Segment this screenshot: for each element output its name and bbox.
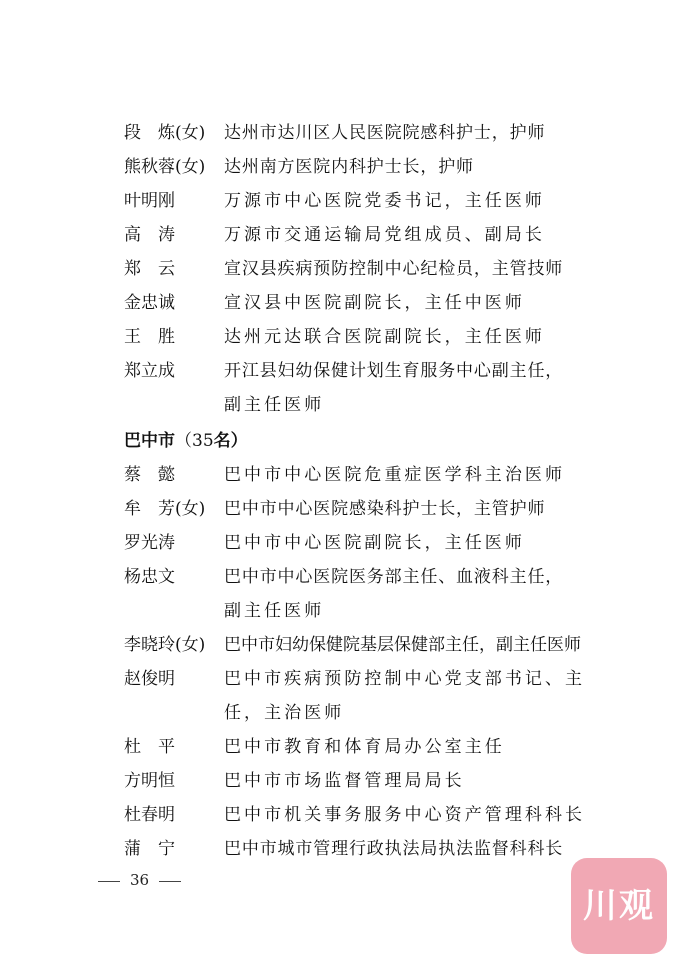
person-position: 巴中市市场监督管理局局长	[224, 771, 465, 791]
entry-row	[0, 116, 677, 150]
entry-row	[0, 252, 677, 286]
person-name: 罗光涛	[124, 533, 175, 553]
person-position: 达州市达川区人民医院院感科护士，护师	[224, 123, 546, 143]
person-position: 巴中市中心医院副院长，主任医师	[224, 533, 525, 553]
person-position-continued: 副主任医师	[224, 395, 325, 415]
entry-row	[0, 628, 677, 662]
person-name: 叶明刚	[124, 191, 175, 211]
person-name: 郑 云	[124, 259, 175, 279]
person-name: 郑立成	[124, 361, 175, 381]
person-name: 高 涛	[124, 225, 175, 245]
person-name: 熊秋蓉(女)	[124, 157, 206, 177]
person-position: 达州元达联合医院副院长，主任医师	[224, 327, 545, 347]
entry-row	[0, 526, 677, 560]
person-position: 达州南方医院内科护士长，护师	[224, 157, 474, 177]
person-name: 李晓玲(女)	[124, 635, 206, 655]
entry-row	[0, 286, 677, 320]
person-position: 巴中市城市管理行政执法局执法监督科科长	[224, 839, 564, 859]
person-name: 杜 平	[124, 737, 175, 757]
footer-dash-left	[98, 881, 120, 882]
footer-dash-right	[159, 881, 181, 882]
page-number: 36	[130, 871, 150, 889]
entry-row	[0, 218, 677, 252]
watermark-text: 川观	[583, 886, 655, 926]
person-position: 万源市中心医院党委书记，主任医师	[224, 191, 545, 211]
person-position: 开江县妇幼保健计划生育服务中心副主任，	[224, 361, 564, 381]
entry-row	[0, 730, 677, 764]
person-position: 巴中市疾病预防控制中心党支部书记、主	[224, 669, 586, 689]
entry-row	[0, 662, 677, 696]
person-position: 巴中市教育和体育局办公室主任	[224, 737, 505, 757]
section-count-open: （35	[175, 431, 214, 451]
person-position: 巴中市中心医院医务部主任、血液科主任，	[224, 567, 564, 587]
person-name: 蒲 宁	[124, 839, 175, 859]
entry-row	[0, 492, 677, 526]
entry-row	[0, 458, 677, 492]
person-position-continued: 任，主治医师	[224, 703, 345, 723]
section-title: 巴中市	[124, 431, 175, 451]
person-position: 巴中市中心医院危重症医学科主治医师	[224, 465, 566, 485]
person-position: 宣汉县中医院副院长，主任中医师	[224, 293, 525, 313]
person-name: 杨忠文	[124, 567, 175, 587]
person-position: 巴中市机关事务服务中心资产管理科科长	[224, 805, 586, 825]
person-name: 杜春明	[124, 805, 175, 825]
person-name: 牟 芳(女)	[124, 499, 206, 519]
person-position: 巴中市妇幼保健院基层保健部主任，副主任医师	[224, 635, 581, 655]
person-name: 方明恒	[124, 771, 175, 791]
section-heading	[124, 424, 248, 458]
entry-row	[0, 798, 677, 832]
person-name: 段 炼(女)	[124, 123, 206, 143]
person-position: 巴中市中心医院感染科护士长，主管护师	[224, 499, 546, 519]
entry-row	[0, 150, 677, 184]
watermark-logo	[571, 858, 667, 954]
entry-row	[0, 320, 677, 354]
person-name: 赵俊明	[124, 669, 175, 689]
entry-row	[0, 764, 677, 798]
person-position-continued: 副主任医师	[224, 601, 325, 621]
person-position: 宣汉县疾病预防控制中心纪检员，主管技师	[224, 259, 564, 279]
person-position: 万源市交通运输局党组成员、副局长	[224, 225, 545, 245]
person-name: 王 胜	[124, 327, 175, 347]
entry-row	[0, 560, 677, 594]
person-name: 金忠诚	[124, 293, 175, 313]
entry-row	[0, 354, 677, 388]
entry-row	[0, 184, 677, 218]
page-footer	[88, 868, 191, 892]
section-count-close: 名）	[213, 431, 248, 451]
person-name: 蔡 懿	[124, 465, 175, 485]
